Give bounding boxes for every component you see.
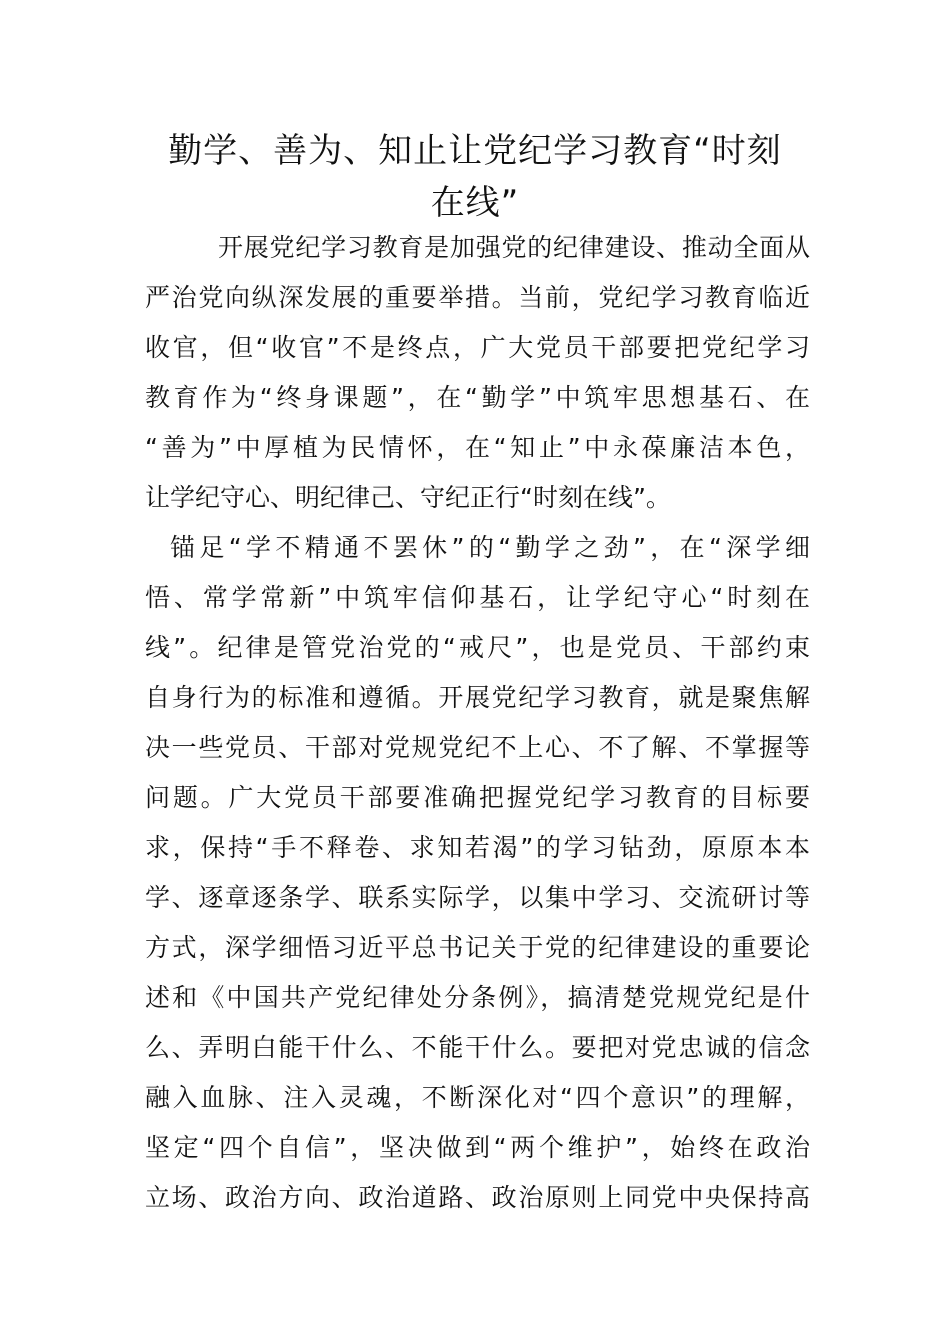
body-line-2: 严治党向纵深发展的重要举措。当前，党纪学习教育临近 <box>145 283 810 312</box>
title-line-2: 在线” <box>430 183 520 223</box>
body-line-13: 求，保持“手不释卷、求知若渴”的学习钻劲，原原本本 <box>145 833 810 862</box>
body-line-18: 融入血脉、注入灵魂，不断深化对“四个意识”的理解， <box>145 1083 810 1112</box>
body-line-11: 决一些党员、干部对党规党纪不上心、不了解、不掌握等 <box>145 733 810 762</box>
body-line-10: 自身行为的标准和遵循。开展党纪学习教育，就是聚焦解 <box>145 683 810 712</box>
body-line-12: 问题。广大党员干部要准确把握党纪学习教育的目标要 <box>145 783 810 812</box>
body-line-16: 述和《中国共产党纪律处分条例》，搞清楚党规党纪是什 <box>145 983 810 1012</box>
body-line-7: 锚足“学不精通不罢休”的“勤学之劲”，在“深学细 <box>170 533 810 562</box>
body-line-5: “善为”中厚植为民情怀，在“知止”中永葆廉洁本色， <box>145 433 810 462</box>
body-line-6: 让学纪守心、明纪律己、守纪正行“时刻在线”。 <box>145 483 671 512</box>
body-line-9: 线”。纪律是管党治党的“戒尺”，也是党员、干部约束 <box>145 633 810 662</box>
body-line-4: 教育作为“终身课题”，在“勤学”中筑牢思想基石、在 <box>145 383 810 412</box>
body-line-15: 方式，深学细悟习近平总书记关于党的纪律建设的重要论 <box>145 933 810 962</box>
body-line-3: 收官，但“收官”不是终点，广大党员干部要把党纪学习 <box>145 333 810 362</box>
body-line-8: 悟、常学常新”中筑牢信仰基石，让学纪守心“时刻在 <box>145 583 810 612</box>
body-line-20: 立场、政治方向、政治道路、政治原则上同党中央保持高 <box>145 1183 810 1212</box>
body-line-1: 开展党纪学习教育是加强党的纪律建设、推动全面从 <box>218 233 810 262</box>
body-line-19: 坚定“四个自信”，坚决做到“两个维护”，始终在政治 <box>145 1133 810 1162</box>
title-line-1: 勤学、善为、知止让党纪学习教育“时刻 <box>168 131 782 171</box>
body-line-14: 学、逐章逐条学、联系实际学，以集中学习、交流研讨等 <box>145 883 810 912</box>
body-line-17: 么、弄明白能干什么、不能干什么。要把对党忠诚的信念 <box>145 1033 810 1062</box>
